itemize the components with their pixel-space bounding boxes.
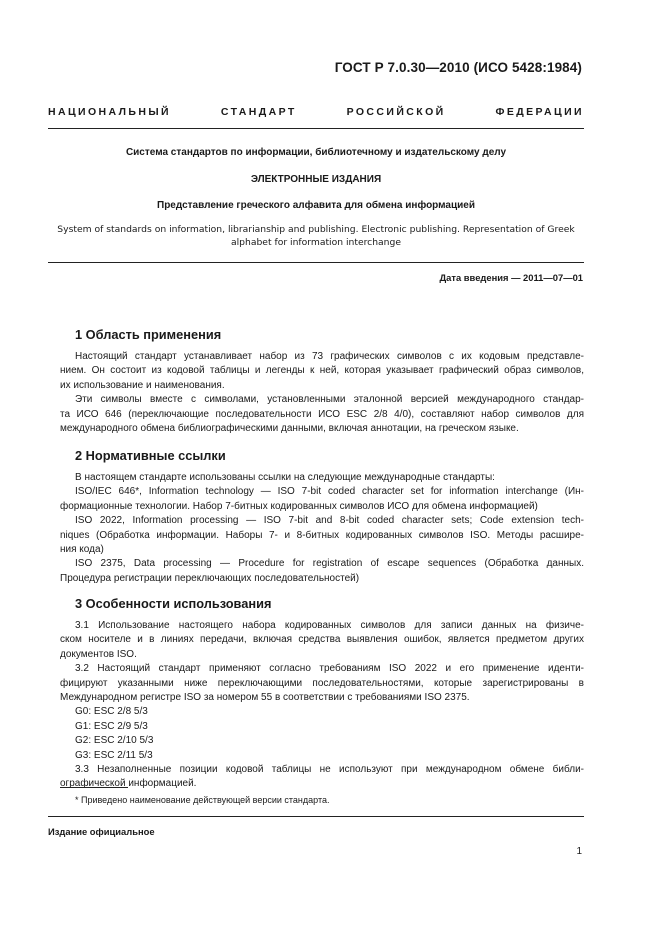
text-line: G0: ESC 2/8 5/3	[75, 706, 148, 718]
text-line: нием. Он состоит из кодовой таблицы и легенды к ней, которая указывает графический образ символов,	[60, 365, 584, 377]
text-line: 3.1 Использование настоящего набора кодированных символов для записи данных на физиче-	[75, 620, 584, 631]
text-line: niques (Обработка информации. Наборы 7- и 8-битных кодированных символов ISO. Методы расшире-	[60, 529, 584, 541]
text-line: Эти символы вместе с символами, установленными эталонной версией международного стандар-	[75, 394, 584, 406]
page-number: 1	[576, 846, 582, 857]
text-line: формационные технологии. Набор 7-битных кодированных символов ИСО для обмена информацией)	[60, 500, 538, 512]
text-line: ISO 2375, Data processing — Procedure for registration of escape sequences (Обработка данных.	[75, 558, 584, 570]
text-line: та ИСО 646 (переключающие последовательности ИСО ESC 2/8 4/0), составляют набор символов для	[60, 408, 584, 420]
text-line: G2: ESC 2/10 5/3	[75, 735, 154, 747]
document-type: ЭЛЕКТРОННЫЕ ИЗДАНИЯ	[250, 174, 382, 185]
text-line: 3.2 Настоящий стандарт применяют согласно требованиям ISO 2022 и его применение иденти-	[75, 663, 584, 675]
text-line: G3: ESC 2/11 5/3	[75, 749, 153, 761]
footnote: * Приведено наименование действующей версии стандарта.	[75, 795, 330, 805]
section-heading: 3 Особенности использования	[75, 596, 272, 611]
section-heading: 1 Область применения	[75, 327, 222, 342]
english-title-line: alphabet for information interchange	[231, 236, 401, 248]
text-line: документов ISO.	[60, 648, 137, 660]
text-line: Процедура регистрации переключающих последовательностей)	[60, 572, 360, 584]
text-line: Международном регистре ISO за номером 55 в соответствии с требованиями ISO 2375.	[60, 692, 470, 704]
text-line: ском носителе и в линиях передачи, включая средства выявления ошибок, является предметом других	[60, 634, 584, 646]
national-standard-banner: НАЦИОНАЛЬНЫЙ СТАНДАРТ РОССИЙСКОЙ ФЕДЕРАЦИИ	[48, 106, 584, 118]
document-title: Представление греческого алфавита для обмена информацией	[157, 200, 475, 211]
official-edition-label: Издание официальное	[48, 826, 155, 837]
text-line: В настоящем стандарте использованы ссылки на следующие международные стандарты:	[75, 472, 495, 483]
text-line: Настоящий стандарт устанавливает набор из 73 графических символов с их кодовым представле-	[75, 351, 584, 362]
section-body	[60, 350, 584, 436]
text-line: ISO/IEC 646*, Information technology — ISO 7-bit coded character set for information interchange (Ин-	[75, 486, 584, 498]
text-line: ISO 2022, Information processing — ISO 7-bit and 8-bit coded character sets; Code extension tech-	[75, 515, 584, 527]
document-code: ГОСТ Р 7.0.30—2010 (ИСО 5428:1984)	[334, 60, 582, 75]
section-body	[60, 619, 584, 792]
text-line: ографической информацией.	[60, 778, 197, 790]
title-rule	[48, 262, 584, 263]
text-line: фицируют указанными ниже переключающими последовательностями, которые зарегистрированы в	[60, 677, 584, 689]
section-body	[60, 471, 584, 586]
footer-rule	[48, 816, 584, 817]
text-line: 3.3 Незаполненные позиции кодовой таблицы не используют при международном обмене библи-	[75, 764, 584, 776]
english-title	[48, 224, 584, 249]
text-line: ния кода)	[60, 544, 104, 556]
english-title-line: System of standards on information, librarianship and publishing. Electronic publishing. Representation of Greek	[57, 224, 575, 235]
footnote-rule	[60, 787, 128, 788]
effective-date: Дата введения — 2011—07—01	[439, 272, 583, 283]
text-line: G1: ESC 2/9 5/3	[75, 720, 148, 732]
text-line: их использование и наименования.	[60, 379, 225, 391]
header-rule	[48, 128, 584, 129]
section-heading: 2 Нормативные ссылки	[75, 448, 226, 463]
standards-system-title: Система стандартов по информации, библиотечному и издательскому делу	[125, 147, 507, 158]
text-line: международного обмена библиографическими данными, включая аннотации, на греческом языке.	[60, 423, 519, 435]
